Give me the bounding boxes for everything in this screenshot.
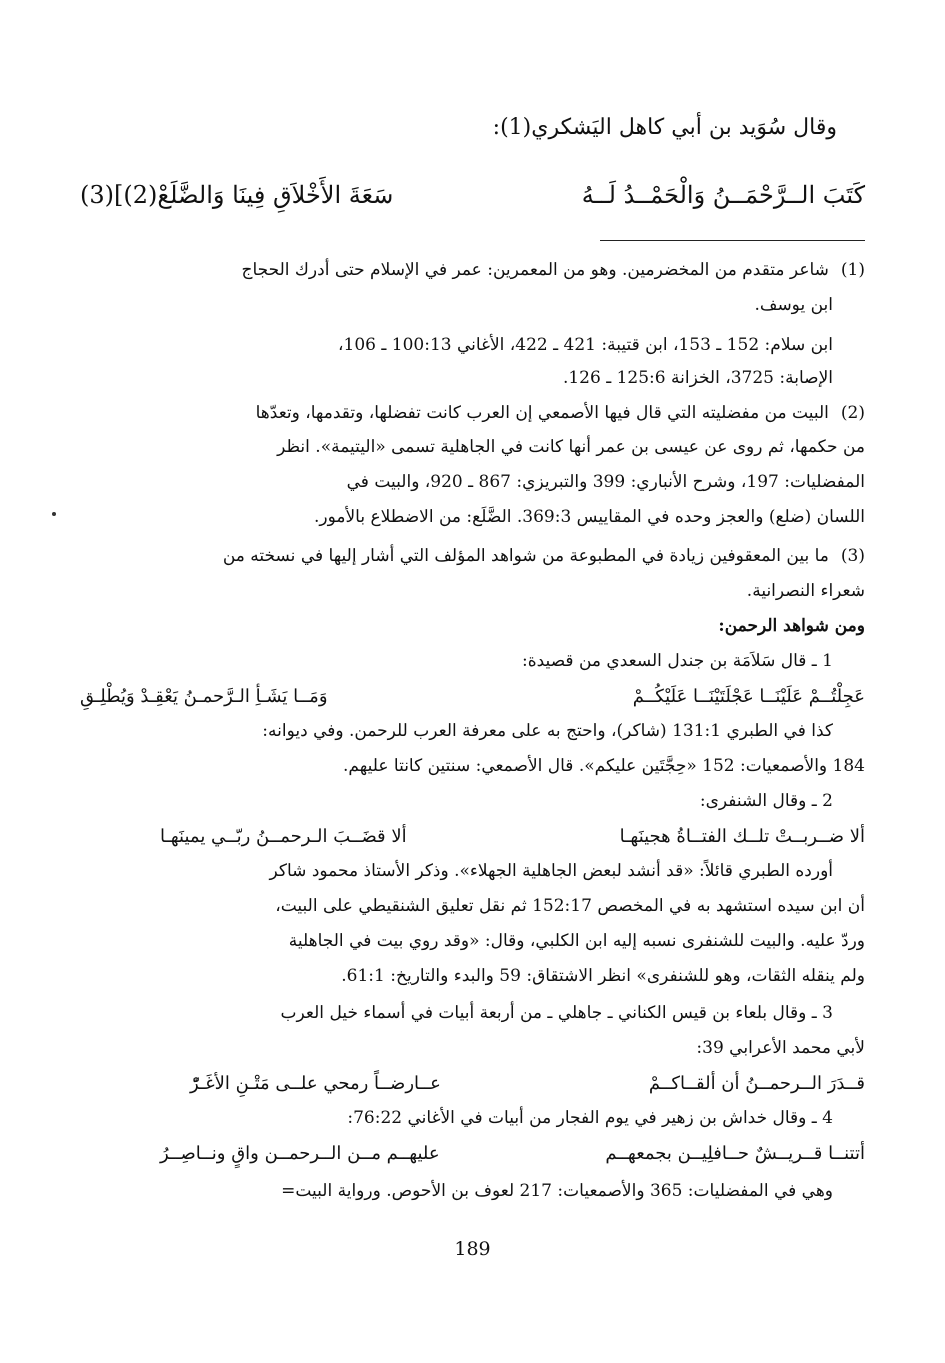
footnote-2-label: (2) xyxy=(840,403,865,423)
verse-first-hemistich: كَتَبَ الــرَّحْمَــنُ وَالْحَمْــدُ لَــهُ xyxy=(581,181,865,209)
example-2-intro: 2 ـ وقال الشنفرى: xyxy=(699,791,833,811)
example-1-verse-second: وَمَــا يَشَـأِ الـرَّحمـنُ يَعْقِـدْ وَيُطْلِـقِ xyxy=(80,685,328,707)
footnote-2-line-1: (2)البيت من مفضليته التي قال فيها الأصمعي إن العرب كانت تفضلها، وتقدمها، وتعدّها xyxy=(255,403,865,423)
example-4-note: وهي في المفضليات: 365 والأصمعيات: 217 لعوف بن الأحوص. ورواية البيت= xyxy=(281,1181,833,1201)
example-1-verse-first: عَجِلْتُــمْ عَلَيْنَــا عَجْلَتَيْنَــا عَلَيْكُــمْ xyxy=(632,685,865,707)
example-4-verse-second: عليهــم مــن الــرحمــن واقٍ ونــاصِــرُ xyxy=(160,1142,440,1164)
example-1-note-line-1: كذا في الطبري 131:1 (شاكر)، واحتج به على معرفة العرب للرحمن. وفي ديوانه: xyxy=(262,721,833,741)
example-3-intro-line-1: 3 ـ وقال بلعاء بن قيس الكناني ـ جاهلي ـ من أربعة أبيات في أسماء خيل العرب xyxy=(280,1003,833,1023)
verse-second-hemistich: سَعَةَ الأَخْلاَقِ فِينَا وَالضَّلَعْ(2)](3) xyxy=(80,181,394,209)
footnote-2-line-2: من حكمها، ثم روى عن عيسى بن عمر أنها كانت في الجاهلية تسمى «اليتيمة». انظر xyxy=(277,437,865,457)
example-3-verse-first: قــدَرَ الــرحمــنُ أن ألقــاكــمْ xyxy=(648,1072,865,1094)
example-2-note-line-4: ولم ينقله الثقات، وهو للشنفرى» انظر الاشتقاق: 59 والبدء والتاريخ: 61:1. xyxy=(341,966,865,986)
footnote-1-label: (1) xyxy=(840,260,865,280)
example-2-note-line-2: أن ابن سيده استشهد به في المخصص 152:17 ثم نقل تعليق الشنقيطي على البيت، xyxy=(275,896,865,916)
section-heading: ومن شواهد الرحمن: xyxy=(718,616,865,636)
footnote-3-label: (3) xyxy=(840,546,865,566)
intro-line: وقال سُوَيد بن أبي كاهل اليَشكري(1): xyxy=(492,115,837,140)
example-1-intro: 1 ـ قال سَلاَمَة بن جندل السعدي من قصيدة: xyxy=(522,651,833,671)
example-1-verse xyxy=(80,681,865,711)
footnote-3-line-1: (3)ما بين المعقوفين زيادة في المطبوعة من شواهد المؤلف التي أشار إليها في نسخته من xyxy=(222,546,865,566)
margin-mark xyxy=(52,512,56,516)
example-4-verse-first: أتتنــا قــريــشٌ حــافلِيــن بجمعهــم xyxy=(605,1142,865,1164)
example-2-note-line-3: وردّ عليه. والبيت للشنفرى نسبه إليه ابن الكلبي، وقال: «وقد روي بيت في الجاهلية xyxy=(288,931,865,951)
footnote-2-line-3: المفضليات: 197، وشرح الأنباري: 399 والتبريزي: 867 ـ 920، والبيت في xyxy=(346,472,865,492)
example-2-verse-second: ألا قضَــبَ الـرحمــنُ ربّــي يمينَهـا xyxy=(160,825,407,847)
example-2-note-line-1: أورده الطبري قائلاً: «قد أنشد لبعض الجاهلية الجهلاء». وذكر الأستاذ محمود شاكر xyxy=(269,861,833,881)
footnote-1-line-3: ابن سلام: 152 ـ 153، ابن قتيبة: 421 ـ 422، الأغاني 100:13 ـ 106، xyxy=(338,335,833,355)
footnote-divider xyxy=(600,240,865,241)
footnote-2-line-4: اللسان (ضلع) والعجز وحده في المقاييس 369:3. الضَّلَع: من الاضطلاع بالأمور. xyxy=(313,507,865,527)
footnote-1-line-1: (1)شاعر متقدم من المخضرمين. وهو من المعمرين: عمر في الإسلام حتى أدرك الحجاج xyxy=(241,260,865,280)
example-2-verse xyxy=(160,821,865,851)
example-3-verse xyxy=(190,1068,865,1098)
footnote-1-line-2: ابن يوسف. xyxy=(754,295,833,315)
footnote-3-line-2: شعراء النصرانية. xyxy=(746,581,865,601)
example-4-intro: 4 ـ وقال خداش بن زهير في يوم الفجار من أبيات في الأغاني 76:22: xyxy=(347,1108,833,1128)
main-verse xyxy=(80,172,865,218)
footnote-1-line-4: الإصابة: 3725، الخزانة 125:6 ـ 126. xyxy=(562,368,833,388)
example-1-note-line-2: 184 والأصمعيات: 152 «حِجَّتَين عليكم». قال الأصمعي: سنتين كانتا عليهم. xyxy=(343,756,865,776)
page-number: 189 xyxy=(454,1238,491,1260)
example-2-verse-first: ألا ضــربــتْ تلــك الفتــاةُ هجينَهـا xyxy=(619,825,865,847)
example-3-verse-second: عــارضــاً رمحي علــى مَتْـنِ الأغَـرّْ xyxy=(190,1072,441,1094)
example-4-verse xyxy=(160,1138,865,1168)
example-3-intro-line-2: لأبي محمد الأعرابي 39: xyxy=(696,1038,865,1058)
